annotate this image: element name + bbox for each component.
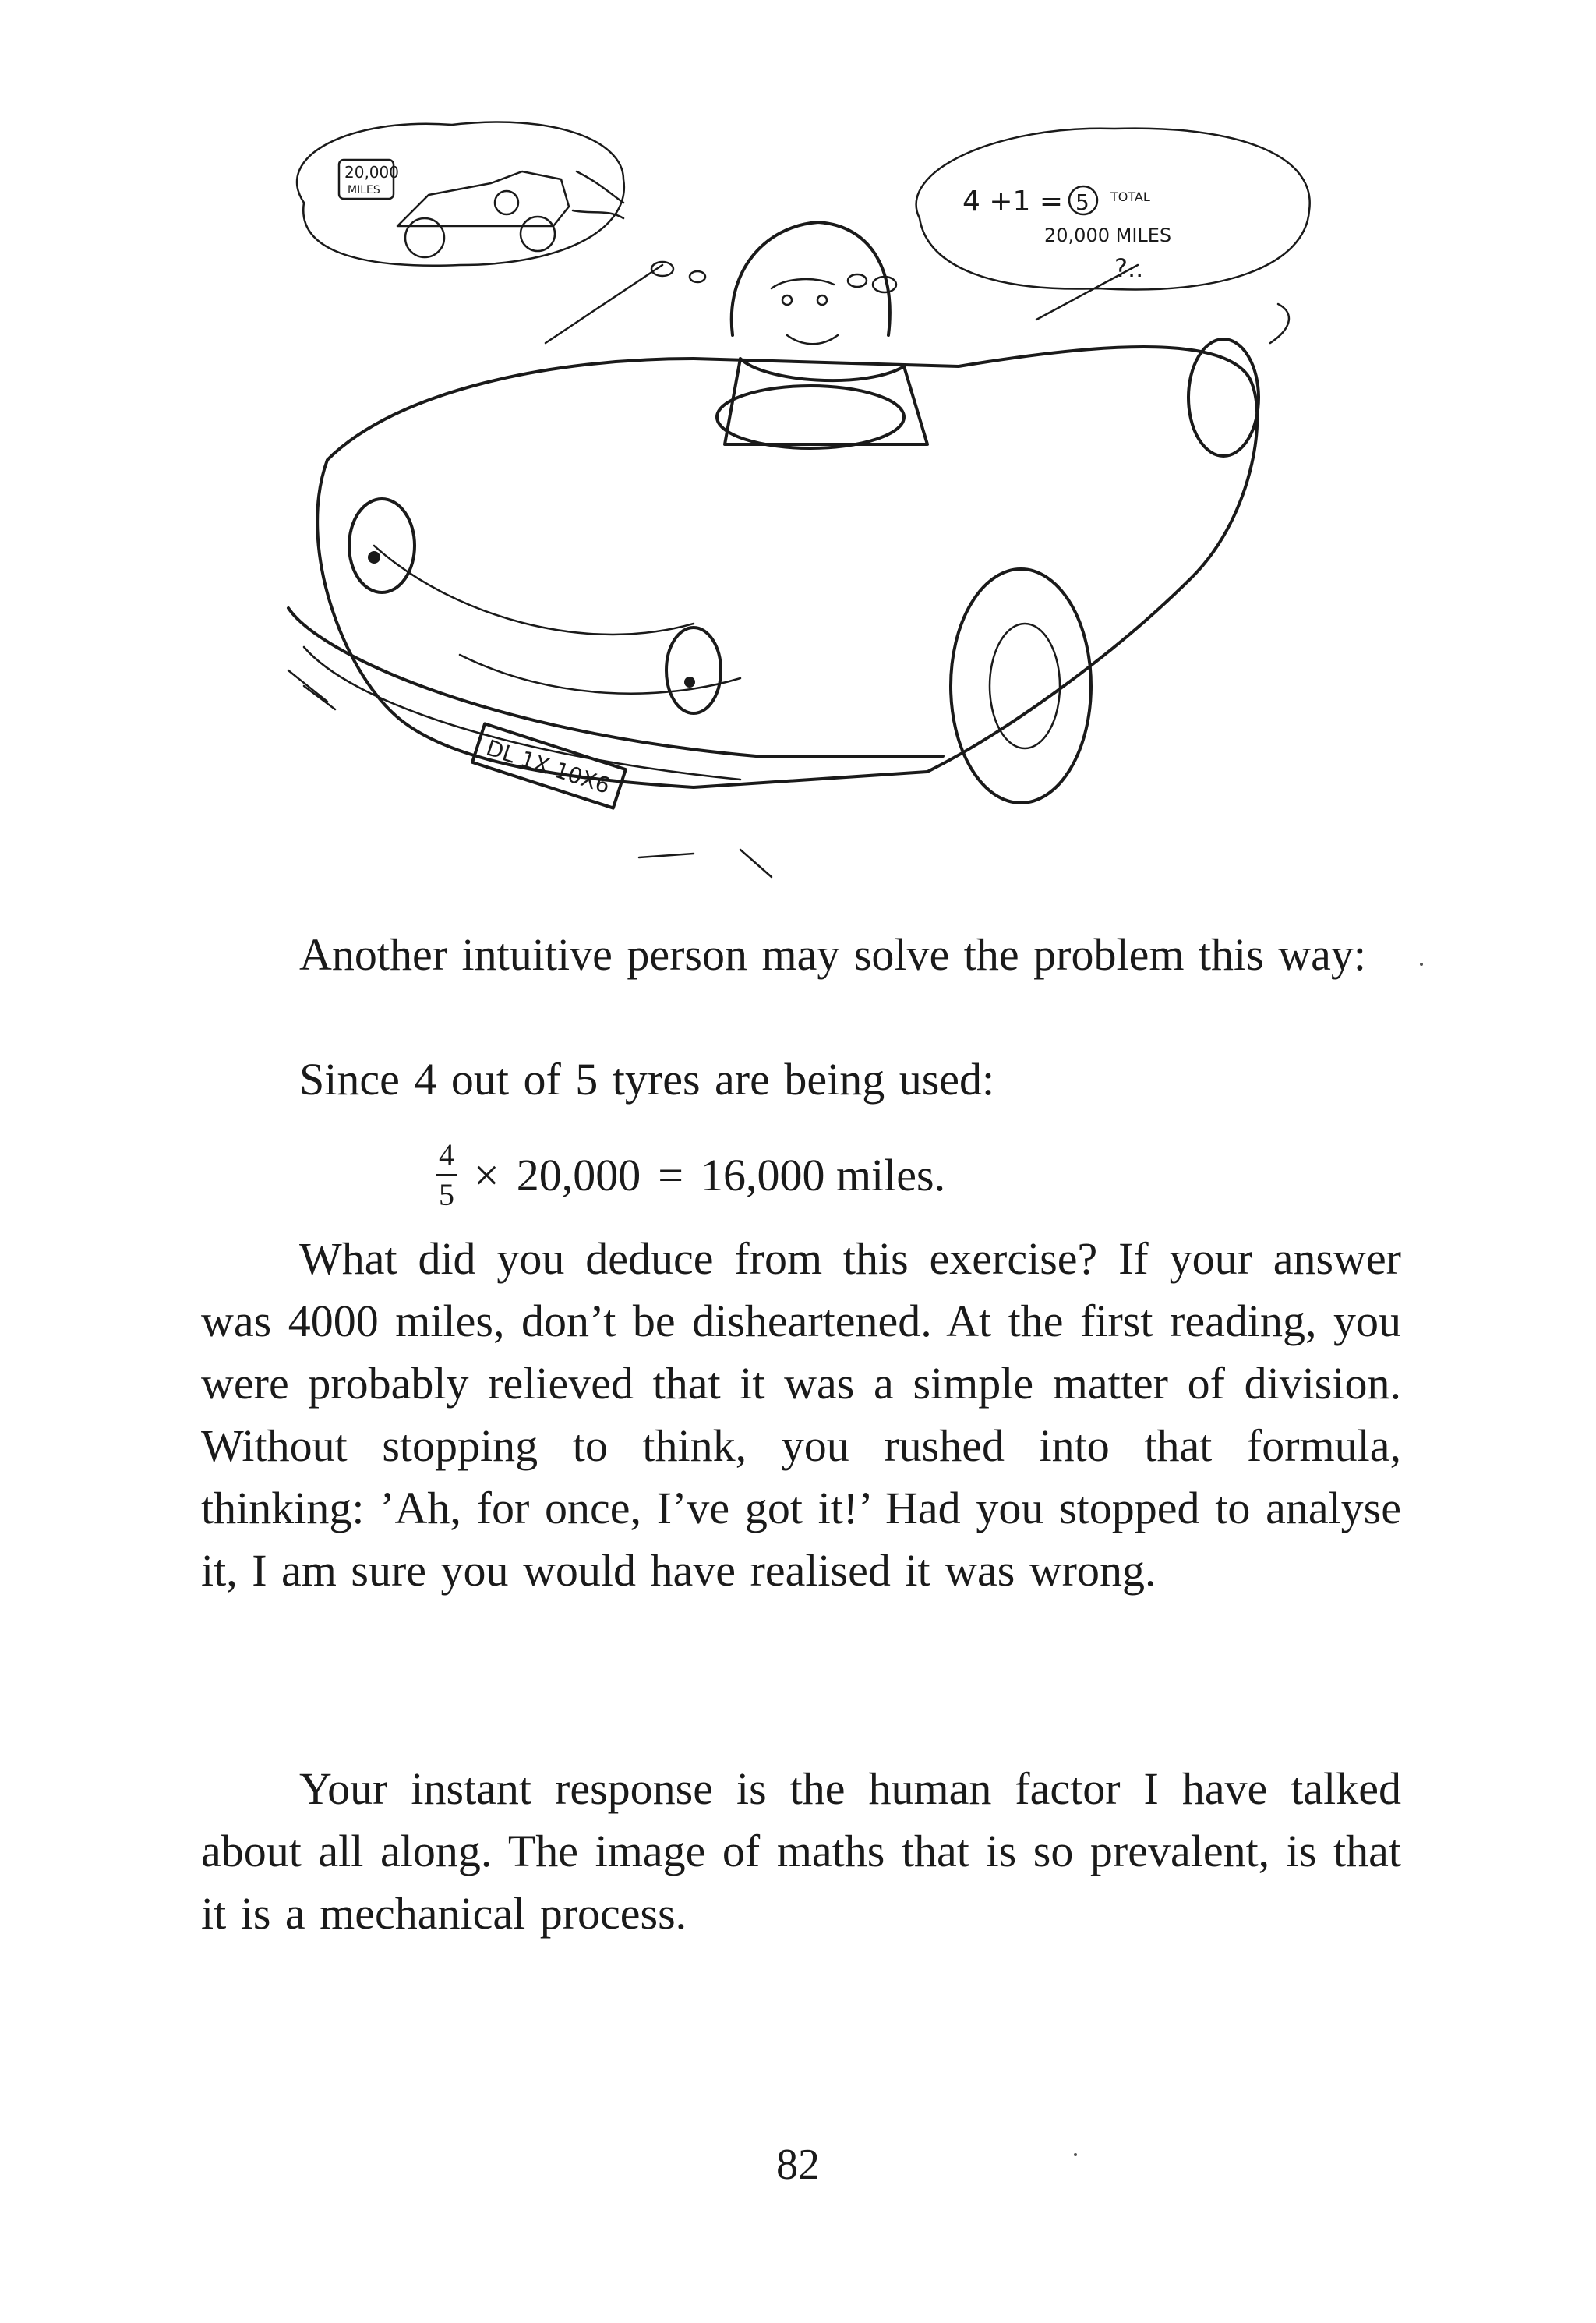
paragraph-setup: Since 4 out of 5 tyres are being used: (299, 1054, 995, 1105)
fraction-numerator: 4 (439, 1137, 454, 1172)
car-body (288, 265, 1289, 808)
paragraph-human-factor: Your instant response is the human factor I have talked about all along. The image of maths that is so prevalent, is that it is a mechanical process. (201, 1763, 1401, 1939)
bubble-circled-number: 5 (1075, 189, 1089, 215)
bubble-total-label: TOTAL (1110, 189, 1150, 204)
equation-equals: = (658, 1150, 683, 1200)
left-headlight-eye-icon (349, 499, 415, 592)
print-speck (1420, 963, 1423, 966)
paragraph-deduction: What did you deduce from this exercise? If your answer was 4000 miles, don’t be disheartened. At the first reading, you were probably relieved that it was a simple matter of division. Without stopping to think, you rushed into that formula, thinking: ’Ah, for once, I’ve got it!’ Had you stopped to analyse it, I am sure you would have realised it was wrong. (201, 1233, 1401, 1596)
paragraph-intro: Another intuitive person may solve the problem this way: (299, 929, 1366, 980)
mile-sign-label: MILES (348, 184, 380, 196)
front-wheel-icon (951, 569, 1091, 803)
mile-sign-number: 20,000 (344, 163, 399, 182)
right-thought-bubble (916, 129, 1310, 290)
print-speck (1074, 2153, 1077, 2156)
driver-figure (717, 222, 927, 448)
car-cartoon-svg (257, 109, 1364, 889)
bubble-sum: 4 +1 = (962, 186, 1064, 217)
car-cartoon-illustration (257, 109, 1364, 889)
equation-result: 16,000 miles. (700, 1150, 946, 1200)
fraction-denominator: 5 (439, 1177, 454, 1212)
equation (436, 1138, 945, 1212)
steering-wheel-icon (717, 386, 904, 448)
left-thought-bubble (297, 122, 624, 265)
equation-operator: × (474, 1150, 500, 1200)
page-number: 82 (776, 2141, 820, 2189)
bubble-question: ?.. (1114, 253, 1144, 283)
bubble-miles: 20,000 MILES (1044, 225, 1172, 246)
right-headlight-eye-icon (666, 628, 721, 713)
fraction (436, 1138, 457, 1212)
license-plate-text: DL 1X 10X6 (482, 734, 613, 799)
fraction-bar (436, 1174, 457, 1176)
equation-operand: 20,000 (516, 1150, 641, 1200)
small-car-wheel-icon (405, 218, 444, 257)
